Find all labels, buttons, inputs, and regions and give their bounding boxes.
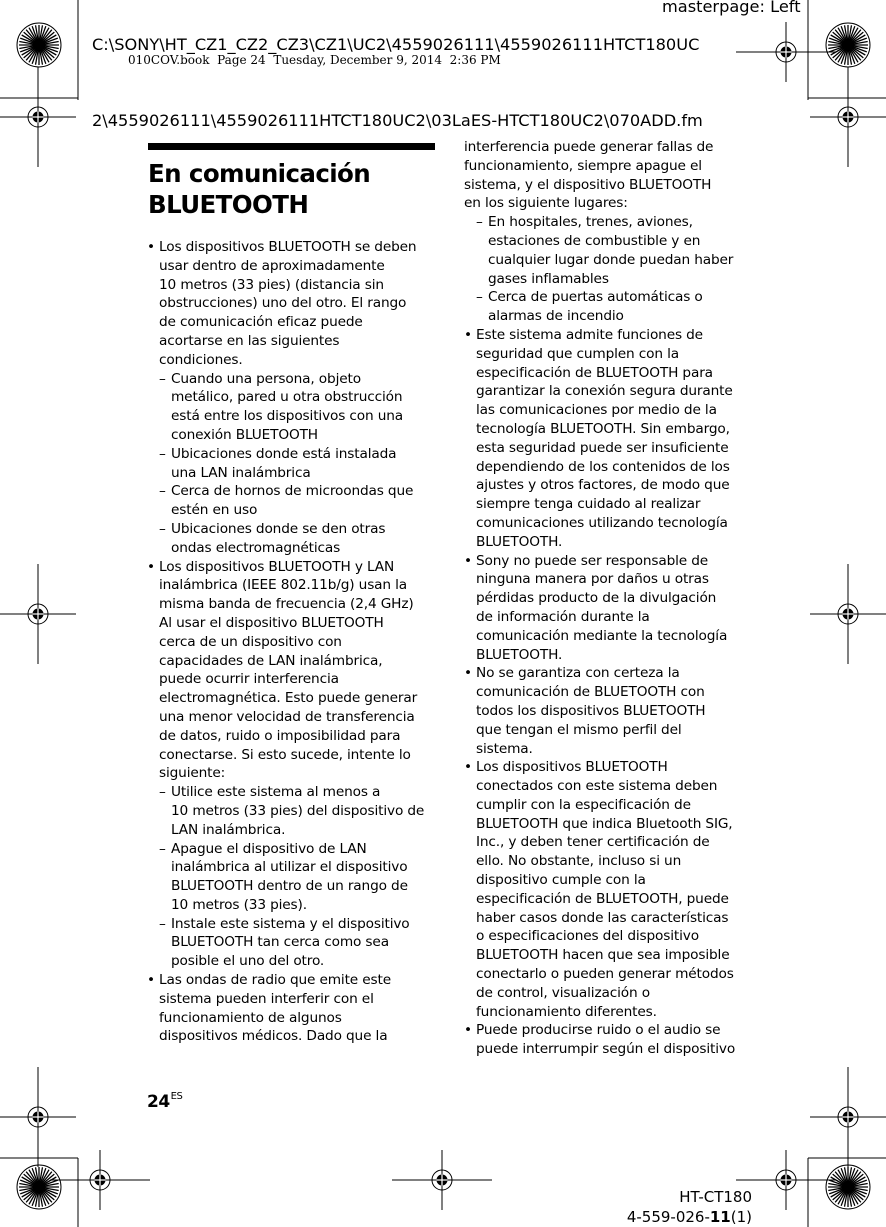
text-line: acortarse en las siguientes [159, 332, 340, 349]
paragraph [464, 138, 754, 213]
text-line: Cuando una persona, objeto [171, 370, 361, 387]
text-line: • Puede producirse ruido o el audio se [476, 1022, 721, 1039]
text-line: Al usar el dispositivo BLUETOOTH [159, 614, 384, 631]
part-number-suffix: (1) [730, 1208, 752, 1226]
text-line: seguridad que cumplen con la [476, 345, 679, 362]
text-line: una LAN inalámbrica [171, 464, 311, 481]
text-line: Cerca de hornos de microondas que [171, 483, 414, 500]
bullet-item [464, 326, 754, 552]
bullet-item [464, 664, 754, 758]
text-line: estén en uso [171, 502, 258, 519]
text-line: En hospitales, trenes, aviones, [488, 214, 693, 231]
model-info [627, 1187, 752, 1227]
text-line: ondas electromagnéticas [171, 539, 341, 556]
text-line: estaciones de combustible y en [488, 232, 701, 249]
text-line: comunicaciones utilizando tecnología [476, 514, 728, 531]
text-line: gases inflamables [488, 270, 609, 287]
text-line: garantizar la conexión segura durante [476, 383, 733, 400]
text-line: ello. No obstante, incluso si un [476, 853, 682, 870]
text-line: ninguna manera por daños u otras [476, 571, 709, 588]
text-line: BLUETOOTH. [476, 533, 563, 550]
masterpage-label: masterpage: Left [662, 0, 801, 16]
text-line: funcionamiento diferentes. [476, 1003, 657, 1020]
text-line: conectados con este sistema deben [476, 778, 718, 795]
text-line: obstrucciones) uno del otro. El rango [159, 295, 407, 312]
text-line: conexión BLUETOOTH [171, 426, 318, 443]
text-line: posible el uno del otro. [171, 953, 325, 970]
file-path-line1: C:\SONY\HT_CZ1_CZ2_CZ3\CZ1\UC2\4559026111\4559026111HTCT180UC [92, 35, 700, 54]
text-line: BLUETOOTH. [476, 646, 563, 663]
dash-item [464, 288, 754, 326]
text-line: una menor velocidad de transferencia [159, 708, 415, 725]
text-line: BLUETOOTH hacen que sea imposible [476, 947, 730, 964]
text-line: dependiendo de los contenidos de los [476, 458, 730, 475]
text-line: o especificaciones del dispositivo [476, 928, 699, 945]
text-line: conectarse. Si esto sucede, intente lo [159, 746, 411, 763]
text-line: cualquier lugar donde puedan haber [488, 251, 734, 268]
text-line: Utilice este sistema al menos a [171, 784, 381, 801]
text-line: en los siguiente lugares: [464, 195, 628, 212]
book-info: 010COV.book Page 24 Tuesday, December 9, 2014 2:36 PM [128, 53, 501, 67]
model-name: HT-CT180 [679, 1188, 752, 1206]
text-line: sistema, y el dispositivo BLUETOOTH [464, 176, 712, 193]
text-line: LAN inalámbrica. [171, 821, 286, 838]
dash-item [147, 520, 437, 558]
dash-marker: – [476, 214, 483, 231]
text-line: comunicación mediante la tecnología [476, 627, 728, 644]
text-line: haber casos donde las características [476, 909, 729, 926]
text-line: interferencia puede generar fallas de [464, 139, 714, 155]
dash-marker: – [159, 445, 166, 462]
text-line: siguiente: [159, 765, 226, 782]
text-line: sistema. [476, 740, 533, 757]
text-line: Inc., y deben tener certificación de [476, 834, 710, 851]
part-number [627, 1207, 752, 1227]
text-line: • Los dispositivos BLUETOOTH y LAN [159, 558, 395, 575]
dash-marker: – [159, 370, 166, 387]
page-language-suffix: ES [170, 1091, 183, 1102]
text-line: puede ocurrir interferencia [159, 671, 339, 688]
dash-item [147, 783, 437, 839]
text-line: Cerca de puertas automáticas o [488, 289, 703, 306]
dash-marker: – [159, 520, 166, 537]
text-line: • Las ondas de radio que emite este [159, 972, 392, 989]
page-number-value: 24 [147, 1092, 170, 1112]
text-line: tecnología BLUETOOTH. Sin embargo, [476, 420, 730, 437]
text-line: dispositivo cumple con la [476, 872, 646, 889]
part-number-bold: 11 [709, 1208, 731, 1226]
text-line: metálico, pared u otra obstrucción [171, 389, 403, 406]
text-line: BLUETOOTH dentro de un rango de [171, 878, 408, 895]
text-line: 10 metros (33 pies) del dispositivo de [171, 802, 425, 819]
dash-item [147, 482, 437, 520]
text-line: de control, visualización o [476, 984, 650, 1001]
text-line: • Los dispositivos BLUETOOTH se deben [159, 239, 417, 255]
text-line: especificación de BLUETOOTH, puede [476, 890, 729, 907]
text-line: las comunicaciones por medio de la [476, 402, 717, 419]
bullet-item [464, 1021, 754, 1059]
text-line: condiciones. [159, 351, 243, 368]
text-line: BLUETOOTH que indica Bluetooth SIG, [476, 815, 733, 832]
text-line: • No se garantiza con certeza la [476, 665, 680, 682]
text-line: inalámbrica (IEEE 802.11b/g) usan la [159, 577, 408, 594]
dash-marker: – [159, 784, 166, 801]
text-line: electromagnética. Esto puede generar [159, 690, 418, 707]
text-line: puede interrumpir según el dispositivo [476, 1041, 736, 1058]
text-line: 10 metros (33 pies) (distancia sin [159, 276, 384, 293]
file-path-header [92, 0, 882, 149]
text-line: siempre tenga cuidado al realizar [476, 496, 701, 513]
dash-item [464, 213, 754, 288]
text-line: • Los dispositivos BLUETOOTH [476, 759, 668, 776]
dash-marker: – [476, 289, 483, 306]
dash-marker: – [159, 483, 166, 500]
page-number [147, 1092, 182, 1112]
text-line: BLUETOOTH tan cerca como sea [171, 934, 389, 951]
section-title [148, 158, 438, 220]
text-line: • Sony no puede ser responsable de [476, 552, 709, 569]
text-line: funcionamiento de algunos [159, 1009, 342, 1026]
left-column [147, 238, 437, 1046]
bullet-item [147, 558, 437, 784]
bullet-item [464, 552, 754, 665]
text-line: alarmas de incendio [488, 308, 624, 325]
bullet-item [147, 238, 437, 370]
text-line: Ubicaciones donde está instalada [171, 445, 397, 462]
text-line: funcionamiento, siempre apague el [464, 157, 702, 174]
right-column [464, 138, 754, 1059]
text-line: ajustes y otros factores, de modo que [476, 477, 730, 494]
text-line: 10 metros (33 pies). [171, 896, 307, 913]
file-path-line2: 2\4559026111\4559026111HTCT180UC2\03LaES-HTCT180UC2\070ADD.fm [92, 111, 703, 130]
text-line: Instale este sistema y el dispositivo [171, 915, 410, 932]
section-title-bar [148, 143, 435, 150]
text-line: misma banda de frecuencia (2,4 GHz) [159, 596, 414, 613]
text-line: dispositivos médicos. Dado que la [159, 1028, 388, 1045]
dash-item [147, 445, 437, 483]
text-line: de información durante la [476, 608, 650, 625]
text-line: está entre los dispositivos con una [171, 408, 404, 425]
text-line: cerca de un dispositivo con [159, 633, 342, 650]
text-line: Ubicaciones donde se den otras [171, 520, 386, 537]
text-line: comunicación de BLUETOOTH con [476, 684, 705, 701]
text-line: usar dentro de aproximadamente [159, 257, 385, 274]
section-title-line1: En comunicación [148, 159, 371, 188]
text-line: sistema pueden interferir con el [159, 990, 374, 1007]
dash-marker: – [159, 840, 166, 857]
dash-item [147, 915, 437, 971]
text-line: esta seguridad puede ser insuficiente [476, 439, 729, 456]
text-line: Apague el dispositivo de LAN [171, 840, 367, 857]
text-line: de datos, ruido o imposibilidad para [159, 727, 401, 744]
text-line: especificación de BLUETOOTH para [476, 364, 713, 381]
dash-item [147, 840, 437, 915]
dash-item [147, 370, 437, 445]
text-line: pérdidas producto de la divulgación [476, 590, 717, 607]
text-line: • Este sistema admite funciones de [476, 326, 703, 343]
dash-marker: – [159, 915, 166, 932]
text-line: todos los dispositivos BLUETOOTH [476, 702, 706, 719]
text-line: cumplir con la especificación de [476, 796, 691, 813]
bullet-item [464, 758, 754, 1021]
text-line: conectarlo o pueden generar métodos [476, 966, 734, 983]
text-line: inalámbrica al utilizar el dispositivo [171, 859, 408, 876]
part-number-prefix: 4-559-026- [626, 1208, 710, 1226]
text-line: que tengan el mismo perfil del [476, 721, 682, 738]
section-title-line2: BLUETOOTH [148, 190, 309, 219]
text-line: de comunicación eficaz puede [159, 314, 363, 331]
text-line: capacidades de LAN inalámbrica, [159, 652, 383, 669]
bullet-item [147, 971, 437, 1046]
